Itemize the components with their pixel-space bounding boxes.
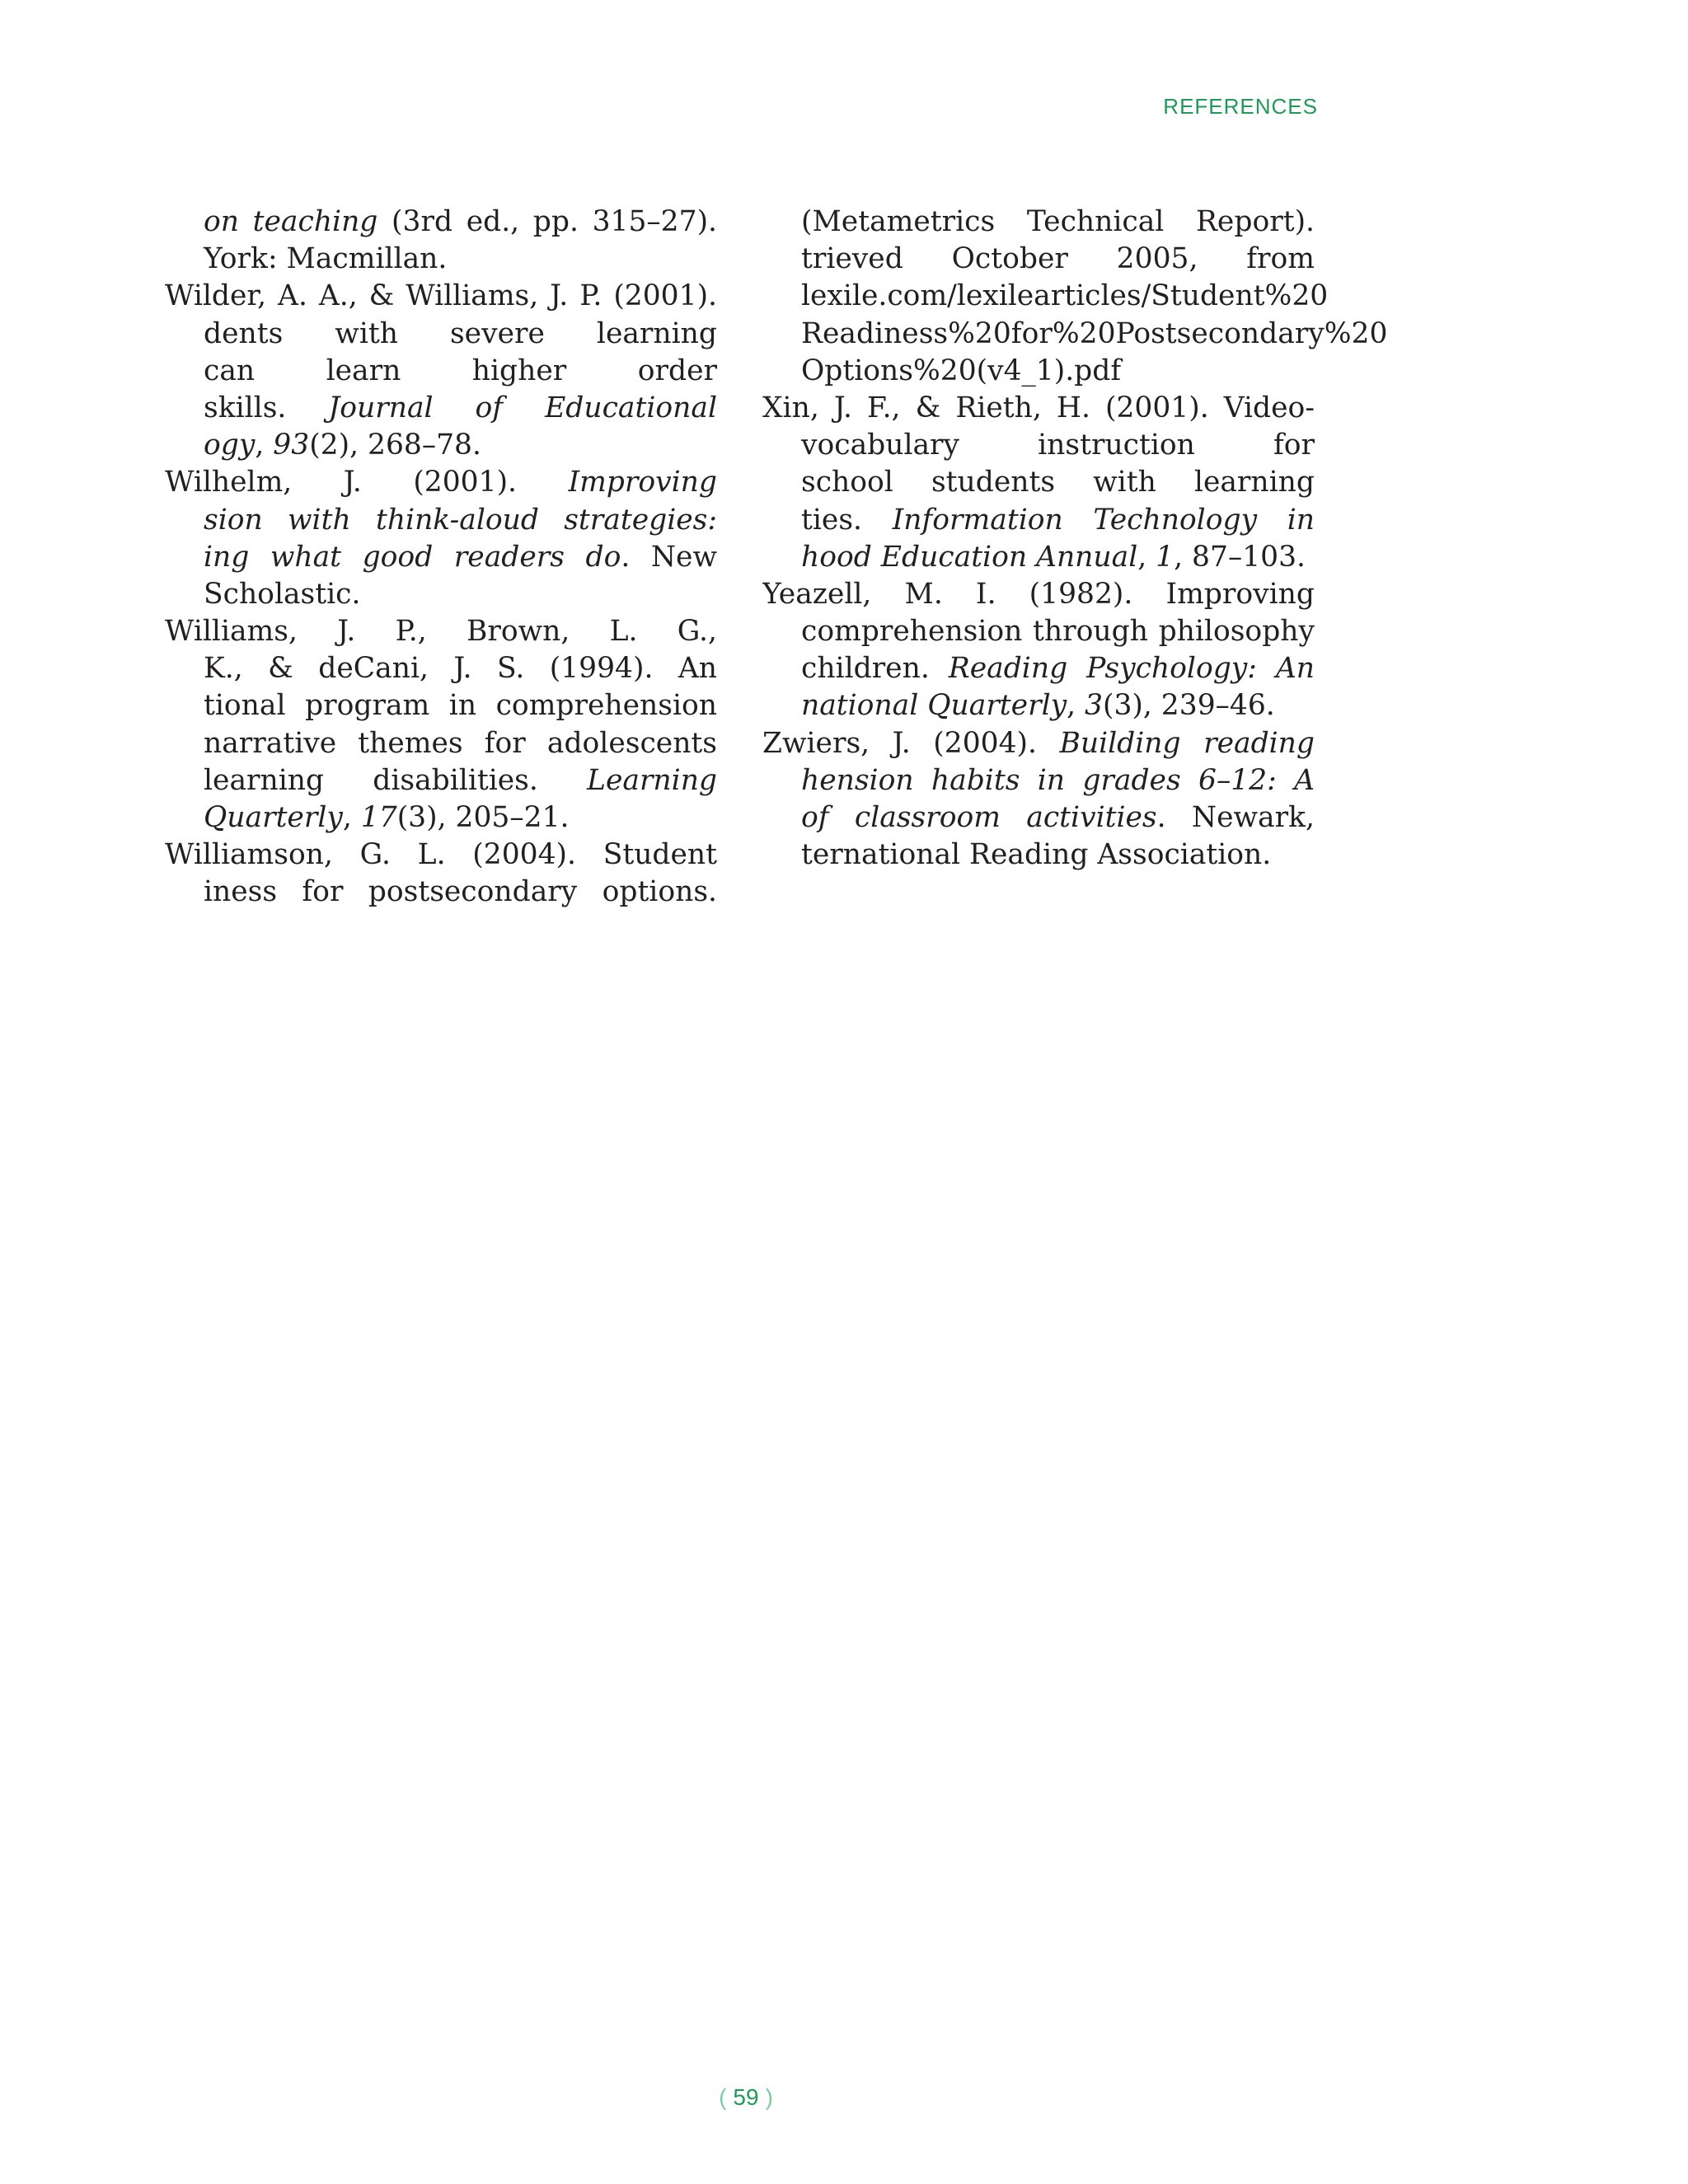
reference-line bbox=[165, 650, 717, 687]
reference-line bbox=[165, 427, 717, 464]
reference-line bbox=[165, 204, 717, 241]
reference-text: Xin, J. F., & Rieth, H. (2001). Video- bbox=[762, 391, 1315, 424]
reference-text: Wilder, A. A., & Williams, J. P. (2001). bbox=[165, 279, 717, 313]
italic-text: 1 bbox=[1156, 540, 1175, 574]
reference-text: vocabulary instruction for bbox=[801, 429, 1315, 462]
page-number-close-paren: ) bbox=[765, 2084, 773, 2110]
reference-text: ties. bbox=[801, 503, 893, 537]
reference-line bbox=[762, 204, 1315, 241]
italic-text: 17 bbox=[360, 801, 397, 834]
reference-text: school students with learning bbox=[801, 466, 1315, 499]
page-number bbox=[0, 2084, 1492, 2111]
italic-text: Reading Psychology: An bbox=[948, 652, 1315, 686]
reference-text: children. bbox=[801, 652, 949, 686]
reference-entry-start bbox=[762, 390, 1315, 427]
reference-text: (2), 268–78. bbox=[309, 429, 481, 462]
page-number-value: 59 bbox=[733, 2084, 759, 2110]
reference-text: can learn higher order bbox=[204, 354, 717, 387]
reference-text: Williamson, G. L. (2004). Student bbox=[165, 838, 717, 872]
reference-line bbox=[165, 762, 717, 799]
reference-text: (Metametrics Technical Report). bbox=[801, 205, 1315, 238]
reference-entry-start bbox=[165, 613, 717, 650]
reference-line bbox=[762, 539, 1315, 576]
italic-text: hood Education Annual bbox=[801, 540, 1138, 574]
reference-text: , bbox=[255, 429, 274, 462]
italic-text: 3 bbox=[1085, 689, 1103, 723]
reference-text: (3), 205–21. bbox=[396, 801, 570, 834]
reference-entry-start bbox=[165, 278, 717, 315]
italic-text: Learning bbox=[587, 763, 717, 797]
reference-entry-start bbox=[165, 837, 717, 874]
reference-text: , 87–103. bbox=[1174, 540, 1306, 574]
reference-text: , bbox=[1067, 689, 1085, 723]
reference-text: Zwiers, J. (2004). bbox=[762, 726, 1060, 760]
reference-text: tional program in comprehension bbox=[204, 689, 717, 723]
reference-line bbox=[165, 799, 717, 837]
reference-line bbox=[762, 613, 1315, 650]
reference-line bbox=[762, 241, 1315, 278]
italic-text: ing what good readers do bbox=[204, 540, 621, 574]
reference-line bbox=[165, 576, 717, 613]
reference-text: iness for postsecondary options. bbox=[204, 875, 717, 909]
reference-text: Options%20(v4_1).pdf bbox=[801, 354, 1122, 387]
italic-text: on teaching bbox=[204, 205, 378, 238]
reference-line bbox=[762, 316, 1388, 353]
italic-text: Improving bbox=[568, 466, 717, 499]
reference-text: . New bbox=[621, 540, 717, 574]
italic-text: sion with think-aloud strategies: bbox=[204, 503, 717, 537]
reference-text: ternational Reading Association. bbox=[801, 838, 1272, 872]
reference-line bbox=[165, 539, 717, 576]
references-column-left bbox=[165, 204, 717, 912]
reference-text: narrative themes for adolescents bbox=[204, 726, 717, 760]
reference-text: learning disabilities. bbox=[204, 763, 588, 797]
italic-text: of classroom activities bbox=[801, 801, 1157, 834]
reference-text: skills. bbox=[204, 391, 329, 424]
italic-text: Journal of Educational bbox=[328, 391, 717, 424]
reference-line bbox=[762, 799, 1315, 837]
reference-line bbox=[165, 687, 717, 724]
page-number-open-paren: ( bbox=[719, 2084, 727, 2110]
reference-text: Yeazell, M. I. (1982). Improving bbox=[762, 577, 1315, 611]
reference-text: lexile.com/lexilearticles/Student%20 bbox=[801, 279, 1329, 313]
reference-line bbox=[762, 687, 1315, 724]
reference-text: (3), 239–46. bbox=[1103, 689, 1275, 723]
reference-text: Scholastic. bbox=[204, 577, 361, 611]
italic-text: national Quarterly bbox=[801, 689, 1067, 723]
reference-line bbox=[165, 725, 717, 762]
reference-line bbox=[165, 241, 717, 278]
reference-line bbox=[762, 278, 1329, 315]
reference-entry-start bbox=[762, 725, 1315, 762]
italic-text: 93 bbox=[273, 429, 310, 462]
italic-text: ogy bbox=[204, 429, 256, 462]
reference-text: (3rd ed., pp. 315–27). bbox=[392, 205, 717, 238]
reference-line bbox=[762, 837, 1315, 874]
reference-line bbox=[762, 427, 1315, 464]
reference-entry-start bbox=[165, 464, 717, 501]
reference-text: dents with severe learning bbox=[204, 316, 717, 350]
reference-text: trieved October 2005, from bbox=[801, 242, 1315, 276]
reference-text: K., & deCani, J. S. (1994). An bbox=[204, 652, 717, 686]
reference-line bbox=[762, 353, 1315, 390]
reference-text: comprehension through philosophy bbox=[801, 615, 1315, 649]
reference-line bbox=[165, 874, 717, 911]
reference-text: Wilhelm, J. (2001). bbox=[165, 466, 569, 499]
reference-text: Williams, J. P., Brown, L. G., bbox=[165, 615, 717, 649]
italic-text: Building reading bbox=[1059, 726, 1315, 760]
reference-line bbox=[762, 464, 1315, 501]
reference-text: York: Macmillan. bbox=[204, 242, 448, 276]
reference-line bbox=[762, 650, 1315, 687]
reference-line bbox=[165, 502, 717, 539]
reference-text: , bbox=[342, 801, 361, 834]
reference-text: . Newark, bbox=[1156, 801, 1315, 834]
reference-line bbox=[762, 502, 1315, 539]
italic-text: hension habits in grades 6–12: A bbox=[801, 763, 1315, 797]
reference-line bbox=[165, 353, 717, 390]
reference-line bbox=[762, 762, 1315, 799]
reference-text: Readiness%20for%20Postsecondary%20 bbox=[801, 316, 1388, 350]
reference-text: , bbox=[1137, 540, 1156, 574]
italic-text: Information Technology in bbox=[892, 503, 1315, 537]
reference-line bbox=[165, 390, 717, 427]
running-head: REFERENCES bbox=[1163, 94, 1318, 119]
reference-line bbox=[165, 316, 717, 353]
reference-entry-start bbox=[762, 576, 1315, 613]
italic-text: Quarterly bbox=[204, 801, 343, 834]
references-column-right bbox=[762, 204, 1388, 874]
